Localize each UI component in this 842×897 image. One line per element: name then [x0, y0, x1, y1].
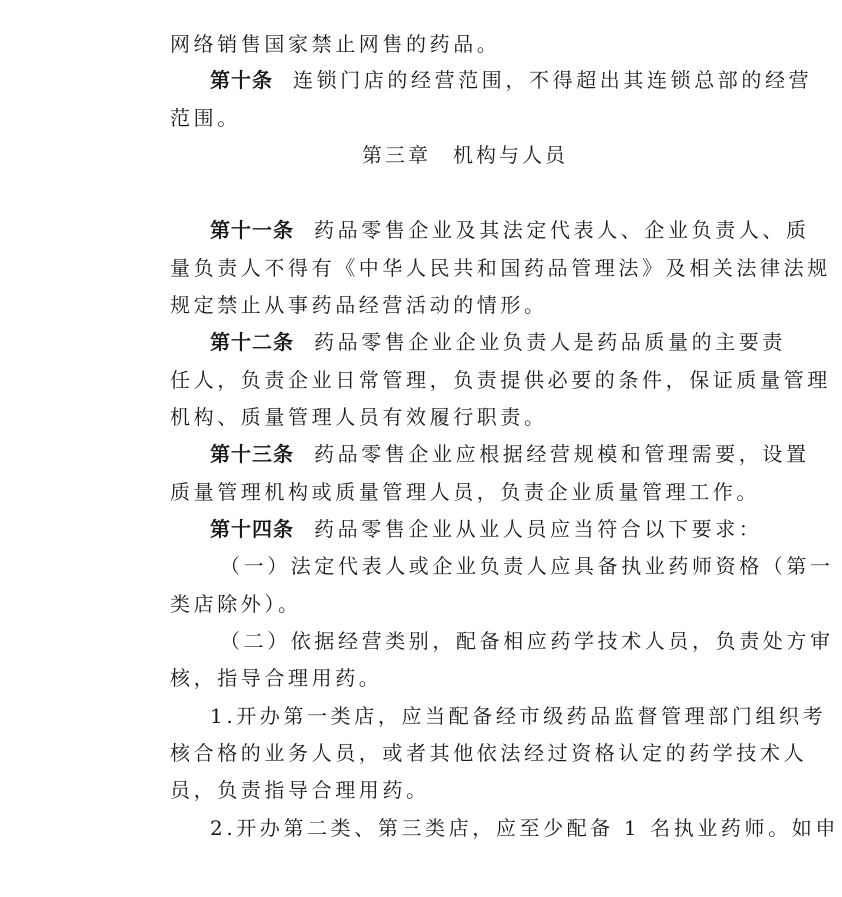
article-text: 药品零售企业及其法定代表人、企业负责人、质 [314, 218, 810, 242]
chapter-number: 第三章 [362, 143, 431, 167]
article-11 [210, 216, 810, 244]
text-line: 范围。 [170, 106, 241, 130]
text-line: 量负责人不得有《中华人民共和国药品管理法》及相关法律法规 [170, 256, 831, 280]
article-heading: 第十条 [210, 68, 273, 92]
text-line: （一）法定代表人或企业负责人应具备执业药师资格（第一 [220, 554, 834, 578]
text-line: 核合格的业务人员，或者其他依法经过资格认定的药学技术人 [170, 741, 808, 765]
article-heading: 第十二条 [210, 330, 294, 354]
article-text: 药品零售企业从业人员应当符合以下要求： [314, 517, 763, 541]
text-line: 机构、质量管理人员有效履行职责。 [170, 405, 548, 429]
text-line: 任人，负责企业日常管理，负责提供必要的条件，保证质量管理 [170, 368, 831, 392]
article-text: 药品零售企业企业负责人是药品质量的主要责 [314, 330, 786, 354]
article-heading: 第十四条 [210, 517, 294, 541]
article-heading: 第十三条 [210, 442, 294, 466]
article-10 [210, 66, 812, 94]
text-line: 1.开办第一类店，应当配备经市级药品监督管理部门组织考 [210, 704, 827, 728]
article-13 [210, 440, 810, 468]
chapter-title: 机构与人员 [453, 143, 568, 167]
chapter-heading [170, 141, 760, 169]
article-heading: 第十一条 [210, 218, 294, 242]
text-line: 核，指导合理用药。 [170, 666, 383, 690]
article-14 [210, 515, 762, 543]
text-line: 规定禁止从事药品经营活动的情形。 [170, 293, 548, 317]
article-12 [210, 328, 786, 356]
article-text: 连锁门店的经营范围，不得超出其连锁总部的经营 [293, 68, 813, 92]
text-line: （二）依据经营类别，配备相应药学技术人员，负责处方审 [220, 629, 834, 653]
text-line: 员，负责指导合理用药。 [170, 778, 430, 802]
text-line: 类店除外）。 [170, 592, 302, 616]
text-line: 2.开办第二类、第三类店，应至少配备 1 名执业药师。如申 [210, 816, 839, 840]
text-line: 质量管理机构或质量管理人员，负责企业质量管理工作。 [170, 480, 760, 504]
article-text: 药品零售企业应根据经营规模和管理需要，设置 [314, 442, 810, 466]
text-line: 网络销售国家禁止网售的药品。 [170, 32, 501, 56]
